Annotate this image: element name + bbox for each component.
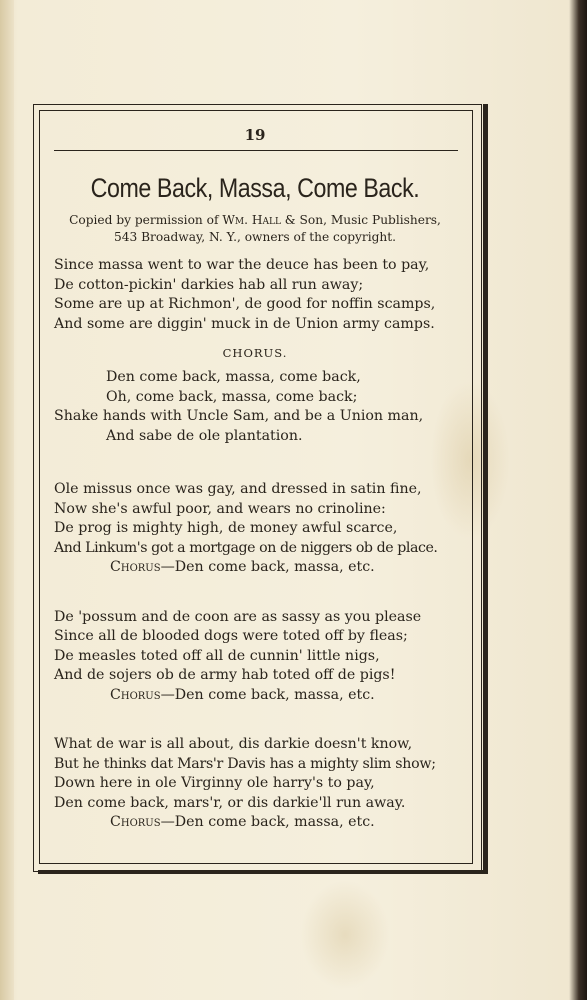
verse-line: What de war is all about, dis darkie doesn't know, bbox=[54, 736, 413, 752]
verse-line: De 'possum and de coon are as sassy as you please bbox=[54, 608, 422, 625]
verse-line: De prog is mighty high, de money awful scarce, bbox=[54, 520, 398, 536]
chorus-line: Shake hands with Uncle Sam, and be a Union man, bbox=[54, 408, 424, 424]
song-title: Come Back, Massa, Come Back. bbox=[90, 173, 420, 203]
book-gutter bbox=[0, 0, 14, 1000]
verse-line: Down here in ole Virginny ole harry's to pay, bbox=[54, 775, 375, 791]
chorus-reference: Chorus—Den come back, massa, etc. bbox=[110, 814, 375, 830]
header-rule bbox=[54, 150, 458, 151]
verse-line: De cotton-pickin' darkies hab all run away; bbox=[54, 276, 364, 293]
verse-line: And Linkum's got a mortgage on de niggers ob de place. bbox=[54, 539, 438, 556]
verse-line: Since massa went to war the deuce has been to pay, bbox=[54, 257, 430, 273]
page-number: 19 bbox=[244, 126, 266, 144]
frame-shadow-right bbox=[483, 104, 488, 874]
verse-line: De measles toted off all de cunnin' little nigs, bbox=[54, 647, 380, 664]
chorus-reference: Chorus—Den come back, massa, etc. bbox=[110, 686, 375, 703]
verse-1 bbox=[54, 256, 464, 334]
verse-2 bbox=[54, 480, 464, 578]
verse-line: And de sojers ob de army hab toted off de pigs! bbox=[54, 667, 396, 683]
chorus-heading: CHORUS. bbox=[222, 346, 288, 360]
publisher-address: 543 Broadway, N. Y., owners of the copyright. bbox=[113, 230, 397, 244]
chorus-line: And sabe de ole plantation. bbox=[106, 427, 303, 444]
verse-line: But he thinks dat Mars'r Davis has a mighty slim show; bbox=[54, 755, 436, 772]
page-edge bbox=[569, 0, 587, 1000]
verse-line: Den come back, mars'r, or dis darkie'll run away. bbox=[54, 794, 406, 811]
page-content bbox=[46, 118, 464, 833]
credit-text: Copied by permission of bbox=[69, 213, 223, 227]
verse-4 bbox=[54, 735, 464, 833]
copyright-credit bbox=[46, 212, 464, 246]
verse-3 bbox=[54, 608, 464, 706]
verse-line: Now she's awful poor, and wears no crinoline: bbox=[54, 500, 386, 517]
chorus-line: Den come back, massa, come back, bbox=[106, 369, 361, 385]
verse-line: And some are diggin' muck in de Union army camps. bbox=[54, 315, 435, 332]
verse-line: Since all de blooded dogs were toted off by fleas; bbox=[54, 628, 408, 644]
chorus bbox=[54, 368, 464, 446]
verse-line: Ole missus once was gay, and dressed in satin fine, bbox=[54, 481, 422, 497]
paper-stain bbox=[300, 880, 390, 990]
chorus-line: Oh, come back, massa, come back; bbox=[106, 388, 358, 405]
verse-line: Some are up at Richmon', de good for noffin scamps, bbox=[54, 296, 436, 312]
credit-text: & Son, Music Publishers, bbox=[280, 213, 441, 227]
chorus-reference: Chorus—Den come back, massa, etc. bbox=[110, 559, 375, 575]
publisher-name: Wm. Hall bbox=[222, 213, 281, 227]
